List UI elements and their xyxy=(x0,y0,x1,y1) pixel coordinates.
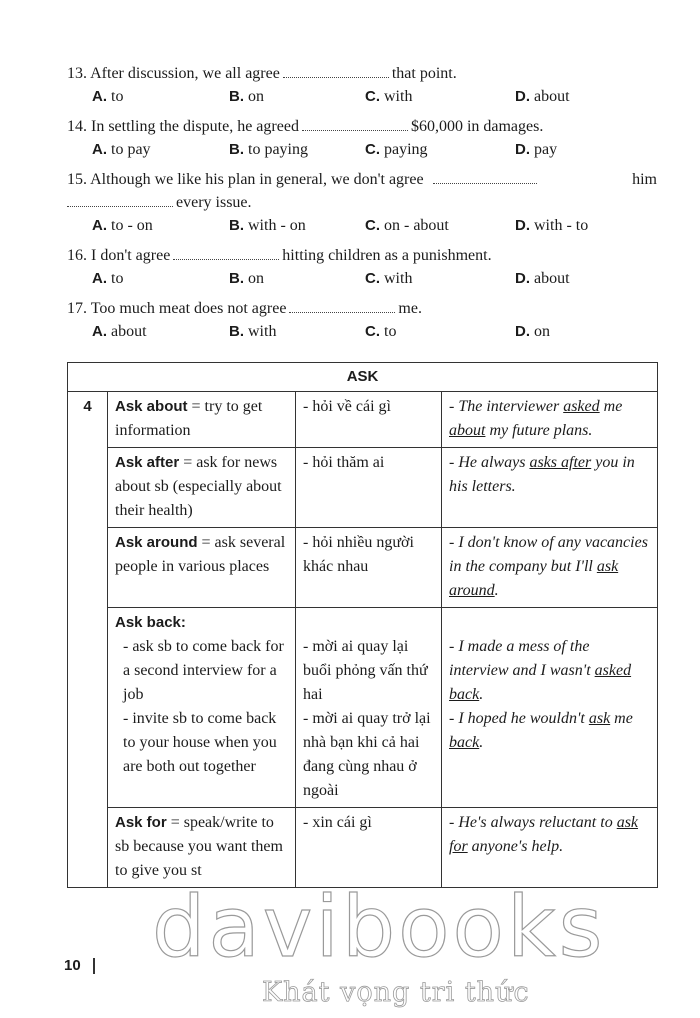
option-a: A. to xyxy=(92,270,124,287)
question-stem: 13. After discussion, we all agree xyxy=(67,65,280,82)
underlined-phrase: about xyxy=(449,422,486,439)
option-a: A. to xyxy=(92,88,124,105)
phrasal-verb-term: Ask back: xyxy=(115,614,186,631)
answer-blank xyxy=(289,301,395,313)
example-text: - The interviewer xyxy=(449,398,564,415)
vietnamese-cell: - hỏi thăm ai xyxy=(296,448,442,528)
option-b: B. on xyxy=(229,270,264,287)
vietnamese-cell xyxy=(296,608,442,808)
example-text: - I don't know of any vacancies in the company but I'll xyxy=(449,534,648,575)
page-number-divider xyxy=(93,958,95,974)
question-17 xyxy=(67,299,657,344)
question-stem: him xyxy=(632,171,657,188)
example-text: . xyxy=(494,582,499,599)
example-cell xyxy=(442,808,658,888)
question-stem: 16. I don't agree xyxy=(67,247,171,264)
example-text: me xyxy=(599,398,623,415)
phrasal-verb-table xyxy=(67,362,658,888)
question-15 xyxy=(67,170,657,238)
phrasal-verb-term: Ask about xyxy=(115,398,188,415)
example-cell xyxy=(442,528,658,608)
question-stem: me. xyxy=(398,300,422,317)
question-stem: every issue. xyxy=(176,194,252,211)
option-d: D. with - to xyxy=(515,217,589,234)
example-text: you in his letters. xyxy=(449,454,635,495)
vietnamese-cell: - xin cái gì xyxy=(296,808,442,888)
option-b: B. with xyxy=(229,323,277,340)
option-a: A. to pay xyxy=(92,141,151,158)
table-row xyxy=(68,448,658,528)
question-stem: that point. xyxy=(391,65,457,82)
definition-cell xyxy=(108,528,296,608)
example-text: me xyxy=(610,710,633,727)
option-b: B. on xyxy=(229,88,264,105)
example-text: anyone's help. xyxy=(467,838,564,855)
table-row xyxy=(68,608,658,808)
question-stem: $60,000 in damages. xyxy=(410,118,544,135)
phrasal-verb-term: Ask for xyxy=(115,814,167,831)
watermark-logo: davibooks xyxy=(152,878,606,976)
answer-blank xyxy=(433,172,537,184)
question-stem: hitting children as a punishment. xyxy=(282,247,492,264)
option-c: C. paying xyxy=(365,141,428,158)
definition-text: = ask several people in various places xyxy=(115,534,286,575)
phrasal-verb-term: Ask after xyxy=(115,454,180,471)
option-c: C. with xyxy=(365,88,413,105)
definition-cell xyxy=(108,448,296,528)
vietnamese-sub: - mời ai quay trở lại nhà bạn khi cả hai đang cùng nhau ở ngoài xyxy=(303,710,431,799)
sub-definition: - ask sb to come back for a second interview for a job xyxy=(123,638,284,703)
answer-blank xyxy=(173,248,279,260)
answer-blank xyxy=(302,119,408,131)
underlined-phrase: asked back xyxy=(449,662,632,703)
option-a: A. to - on xyxy=(92,217,153,234)
option-b: B. to paying xyxy=(229,141,308,158)
answer-blank xyxy=(283,66,389,78)
definition-text: = try to get information xyxy=(115,398,263,439)
option-c: C. on - about xyxy=(365,217,449,234)
definition-text: = speak/write to sb because you want them to give you st xyxy=(115,814,283,879)
question-stem: 17. Too much meat does not agree xyxy=(67,300,287,317)
question-16 xyxy=(67,246,657,291)
definition-cell xyxy=(108,808,296,888)
example-text: - I made a mess of the interview and I wasn't xyxy=(449,638,595,679)
watermark-tagline: Khát vọng tri thức xyxy=(262,977,530,1008)
phrasal-verb-term: Ask around xyxy=(115,534,198,551)
example-text: - I hoped he wouldn't xyxy=(449,710,589,727)
question-stem: 14. In settling the dispute, he agreed xyxy=(67,118,299,135)
definition-cell xyxy=(108,608,296,808)
option-b: B. with - on xyxy=(229,217,306,234)
underlined-phrase: ask for xyxy=(449,814,639,855)
option-d: D. about xyxy=(515,88,570,105)
option-c: C. with xyxy=(365,270,413,287)
table-row xyxy=(68,808,658,888)
example-cell xyxy=(442,392,658,448)
vietnamese-cell: - hỏi nhiều người khác nhau xyxy=(296,528,442,608)
table-header: ASK xyxy=(68,363,658,392)
page-number: 10 xyxy=(64,957,81,974)
example-text: - He always xyxy=(449,454,530,471)
example-text: - He's always reluctant to xyxy=(449,814,617,831)
entry-number: 4 xyxy=(68,392,108,888)
definition-cell xyxy=(108,392,296,448)
question-stem: 15. Although we like his plan in general, we don't agree xyxy=(67,171,424,188)
underlined-phrase: asks after xyxy=(529,454,592,471)
underlined-phrase: asked xyxy=(563,398,600,415)
underlined-phrase: ask around xyxy=(449,558,619,599)
example-sub xyxy=(449,707,650,755)
example-sub xyxy=(449,635,650,707)
underlined-phrase: back xyxy=(449,734,480,751)
underlined-phrase: ask xyxy=(588,710,611,727)
option-d: D. on xyxy=(515,323,550,340)
example-text: . xyxy=(479,686,484,703)
example-cell xyxy=(442,448,658,528)
vietnamese-cell: - hỏi về cái gì xyxy=(296,392,442,448)
option-a: A. about xyxy=(92,323,147,340)
example-text: my future plans. xyxy=(485,422,593,439)
example-cell xyxy=(442,608,658,808)
question-14 xyxy=(67,117,657,162)
vietnamese-sub: - mời ai quay lại buổi phỏng vấn thứ hai xyxy=(303,638,428,703)
definition-text: = ask for news about sb (especially about their health) xyxy=(115,454,282,519)
answer-blank xyxy=(67,195,173,207)
sub-definition: - invite sb to come back to your house when you are both out together xyxy=(123,710,277,775)
option-c: C. to xyxy=(365,323,397,340)
question-13 xyxy=(67,64,657,109)
example-text: . xyxy=(479,734,484,751)
table-row xyxy=(68,528,658,608)
table-row xyxy=(68,392,658,448)
option-d: D. about xyxy=(515,270,570,287)
option-d: D. pay xyxy=(515,141,558,158)
